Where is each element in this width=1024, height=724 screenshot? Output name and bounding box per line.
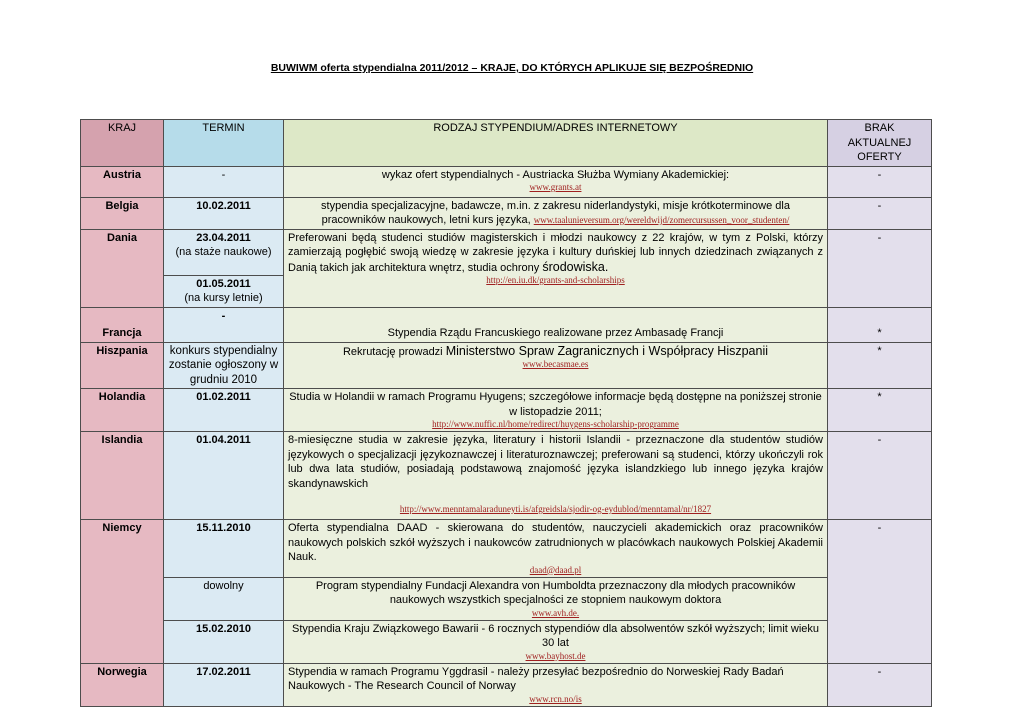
offer-cell [284,342,828,389]
offer-text: Rekrutację prowadzi [342,345,443,358]
table-row-hiszpania [81,342,932,389]
header-row [81,120,932,167]
deadline-cell: 01.02.2011 [164,389,284,432]
country-cell: Islandia [81,432,164,520]
offer-cell [284,432,828,520]
no-offer-cell: - [828,520,932,664]
offer-link[interactable]: www.bayhost.de [525,650,586,661]
table-row-holandia [81,389,932,432]
header-brak [828,120,932,167]
deadline-cell: - [164,166,284,197]
country-cell: Austria [81,166,164,197]
offer-text: 8-miesięczne studia w zakresie języka, literatury i historii Islandii - przeznaczone dla studentów studiów językowych o specjalizacji językoznawczej i literaturoznawczej; preferowani są studenci, którzy ukończyli rok lub dwa lata studiów, posiadają podstawową znajomość języka islandzkiego lub innego języka krajów skandynawskich [288,434,823,490]
offer-link[interactable]: http://en.iu.dk/grants-and-scholarships [486,275,625,285]
header-brak-line2: OFERTY [857,151,902,163]
deadline-cell: 15.02.2010 [164,620,284,663]
table-row-islandia [81,432,932,520]
country-cell: Holandia [81,389,164,432]
deadline-date: 01.05.2011 [196,277,251,290]
offer-cell [284,389,828,432]
offer-cell [284,229,828,307]
offer-text: Oferta stypendialna DAAD - skierowana do studentów, nauczycieli akademickich oraz pracowników naukowych polskich szkół wyższych i naukowców zatrudnionych w placówkach naukowych Polskiej Akademii Nauk. [288,522,823,563]
deadline-date: 23.04.2011 [196,231,251,244]
deadline-cell [164,275,284,307]
table-row-niemcy-2 [81,577,932,620]
offer-link[interactable]: www.rcn.no/is [529,693,582,704]
offer-link[interactable]: http://www.nuffic.nl/home/redirect/huygens-scholarship-programme [432,419,679,429]
offer-cell [284,620,828,663]
table-row-dania [81,229,932,275]
no-offer-cell: - [828,432,932,520]
country-cell: Niemcy [81,520,164,664]
deadline-cell: 15.11.2010 [164,520,284,578]
deadline-cell: 17.02.2011 [164,663,284,706]
offer-link[interactable]: www.grants.at [529,182,582,192]
table-row-norwegia [81,663,932,706]
offer-cell: Stypendia Rządu Francuskiego realizowane przez Ambasadę Francji [284,307,828,342]
no-offer-cell: * [828,307,932,342]
country-cell: Hiszpania [81,342,164,389]
no-offer-cell: - [828,663,932,706]
offer-link[interactable]: http://www.menntamalaraduneyti.is/afgreidsla/sjodir-og-eydublod/menntamal/nr/1827 [399,504,712,514]
offer-text: wykaz ofert stypendialnych - Austriacka Służba Wymiany Akademickiej: [381,168,730,181]
offer-text-big: środowiska. [542,259,609,274]
no-offer-cell: - [828,197,932,229]
deadline-cell: 10.02.2011 [164,197,284,229]
offer-link[interactable]: www.taalunieversum.org/wereldwijd/zomercursussen_voor_studenten/ [533,215,790,225]
country-cell: Norwegia [81,663,164,706]
table-row-belgia [81,197,932,229]
deadline-cell: - [164,307,284,342]
no-offer-cell: * [828,342,932,389]
offer-text: Preferowani będą studenci studiów magisterskich i młodzi naukowcy z 22 krajów, w tym z Polski, którzy zamierzają pogłębić swoją wiedzę w zakresie języka i kultury duńskiej lub innych dziedzinach związanych z Danią takich jak architektura wnętrz, studia ochrony [288,231,823,274]
offer-cell [284,577,828,620]
header-rodzaj: RODZAJ STYPENDIUM/ADRES INTERNETOWY [284,120,828,167]
no-offer-cell: - [828,229,932,307]
offer-text: Stypendia w ramach Programu Yggdrasil - należy przesyłać bezpośrednio do Norweskiej Rady Badań Naukowych - The Research Council of Norway [288,665,784,692]
deadline-cell: 01.04.2011 [164,432,284,520]
deadline-cell [164,229,284,275]
page-title: BUWIWM oferta stypendialna 2011/2012 – KRAJE, DO KTÓRYCH APLIKUJE SIĘ BEZPOŚREDNIO [270,62,754,74]
header-brak-line1: BRAK AKTUALNEJ [847,122,912,149]
table-row-niemcy-3 [81,620,932,663]
offer-cell [284,166,828,197]
country-cell: Belgia [81,197,164,229]
deadline-note: (na kursy letnie) [184,292,263,304]
offer-text-big: Ministerstwo Spraw Zagranicznych i Współpracy Hiszpanii [445,343,769,358]
offer-text: Program stypendialny Fundacji Alexandra von Humboldta przeznaczony dla młodych pracowników naukowych wszystkich specjalności ze stopniem naukowym doktora [315,579,796,606]
no-offer-cell: - [828,166,932,197]
offer-cell [284,663,828,706]
scholarship-table [80,119,932,707]
country-cell: Dania [81,229,164,307]
offer-text: Studia w Holandii w ramach Programu Hyugens; szczegółowe informacje będą dostępne na poniższej stronie w listopadzie 2011; [289,391,822,418]
country-cell: Francja [81,307,164,342]
table-row-austria [81,166,932,197]
no-offer-cell: * [828,389,932,432]
deadline-cell: dowolny [164,577,284,620]
offer-link[interactable]: www.avh.de. [531,607,580,618]
deadline-cell: konkurs stypendialny zostanie ogłoszony w grudniu 2010 [164,342,284,389]
header-kraj: KRAJ [81,120,164,167]
deadline-note: (na staże naukowe) [175,246,272,258]
offer-link[interactable]: daad@daad.pl [529,564,582,575]
offer-text: Stypendia Kraju Związkowego Bawarii - 6 rocznych stypendiów dla absolwentów szkół wyższych; limit wieku 30 lat [292,622,819,649]
offer-cell [284,520,828,578]
offer-link[interactable]: www.becasmae.es [522,359,589,369]
table-row-francja [81,307,932,342]
header-termin: TERMIN [164,120,284,167]
offer-text: stypendia specjalizacyjne, badawcze, m.in. z zakresu niderlandystyki, misje krótkoterminowe dla pracowników naukowych, letni kurs języka, [321,199,790,226]
table-row-niemcy [81,520,932,578]
offer-cell [284,197,828,229]
